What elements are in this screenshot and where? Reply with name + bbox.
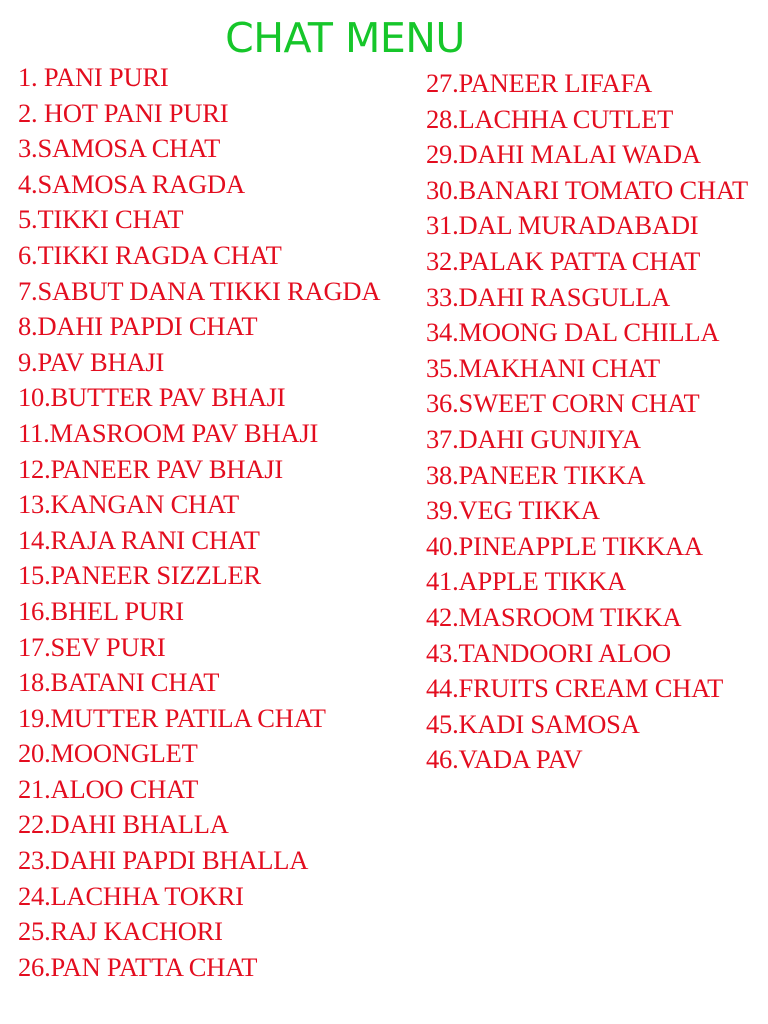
menu-item: 20.MOONGLET: [18, 738, 198, 769]
menu-item: 23.DAHI PAPDI BHALLA: [18, 845, 309, 876]
menu-item: 35.MAKHANI CHAT: [426, 352, 661, 383]
menu-item: 1. PANI PURI: [18, 62, 169, 92]
menu-item: 42.MASROOM TIKKA: [426, 601, 682, 632]
menu-item: 6.TIKKI RAGDA CHAT: [18, 239, 282, 270]
menu-item: 40.PINEAPPLE TIKKAA: [426, 530, 703, 561]
menu-item: 45.KADI SAMOSA: [426, 708, 640, 739]
menu-item: 7.SABUT DANA TIKKI RAGDA: [18, 275, 381, 306]
menu-item: 8.DAHI PAPDI CHAT: [18, 311, 258, 342]
menu-item: 14.RAJA RANI CHAT: [18, 524, 260, 555]
menu-item: 37.DAHI GUNJIYA: [426, 423, 641, 454]
menu-list-right: [426, 66, 748, 778]
menu-item: 33.DAHI RASGULLA: [426, 281, 671, 312]
menu-item: 10.BUTTER PAV BHAJI: [18, 382, 286, 413]
menu-item: 46.VADA PAV: [426, 744, 583, 775]
menu-item: 34.MOONG DAL CHILLA: [426, 317, 720, 348]
menu-item: 43.TANDOORI ALOO: [426, 637, 671, 668]
menu-item: 26.PAN PATTA CHAT: [18, 951, 258, 982]
menu-item: 29.DAHI MALAI WADA: [426, 139, 701, 170]
menu-item: 2. HOT PANI PURI: [18, 97, 229, 128]
menu-item: 12.PANEER PAV BHAJI: [18, 453, 283, 484]
menu-item: 17.SEV PURI: [18, 631, 166, 662]
menu-item: 44.FRUITS CREAM CHAT: [426, 673, 724, 704]
menu-item: 21.ALOO CHAT: [18, 773, 199, 804]
menu-item: 19.MUTTER PATILA CHAT: [18, 702, 326, 733]
menu-title: CHAT MENU: [225, 14, 465, 62]
menu-item: 3.SAMOSA CHAT: [18, 133, 221, 164]
menu-item: 25.RAJ KACHORI: [18, 916, 223, 947]
menu-item: 41.APPLE TIKKA: [426, 566, 626, 597]
menu-item: 24.LACHHA TOKRI: [18, 880, 244, 911]
menu-item: 27.PANEER LIFAFA: [426, 68, 653, 98]
menu-item: 39.VEG TIKKA: [426, 495, 600, 526]
menu-item: 30.BANARI TOMATO CHAT: [426, 174, 748, 205]
menu-list-left: [18, 60, 380, 985]
menu-item: 9.PAV BHAJI: [18, 346, 165, 377]
menu-item: 13.KANGAN CHAT: [18, 489, 239, 520]
menu-item: 5.TIKKI CHAT: [18, 204, 184, 235]
menu-item: 4.SAMOSA RAGDA: [18, 168, 245, 199]
menu-item: 31.DAL MURADABADI: [426, 210, 699, 241]
menu-item: 16.BHEL PURI: [18, 595, 184, 626]
menu-item: 15.PANEER SIZZLER: [18, 560, 261, 591]
menu-item: 38.PANEER TIKKA: [426, 459, 646, 490]
menu-item: 36.SWEET CORN CHAT: [426, 388, 700, 419]
menu-item: 22.DAHI BHALLA: [18, 809, 229, 840]
menu-item: 18.BATANI CHAT: [18, 667, 220, 698]
menu-item: 28.LACHHA CUTLET: [426, 103, 674, 134]
menu-item: 11.MASROOM PAV BHAJI: [18, 417, 319, 448]
menu-item: 32.PALAK PATTA CHAT: [426, 245, 701, 276]
